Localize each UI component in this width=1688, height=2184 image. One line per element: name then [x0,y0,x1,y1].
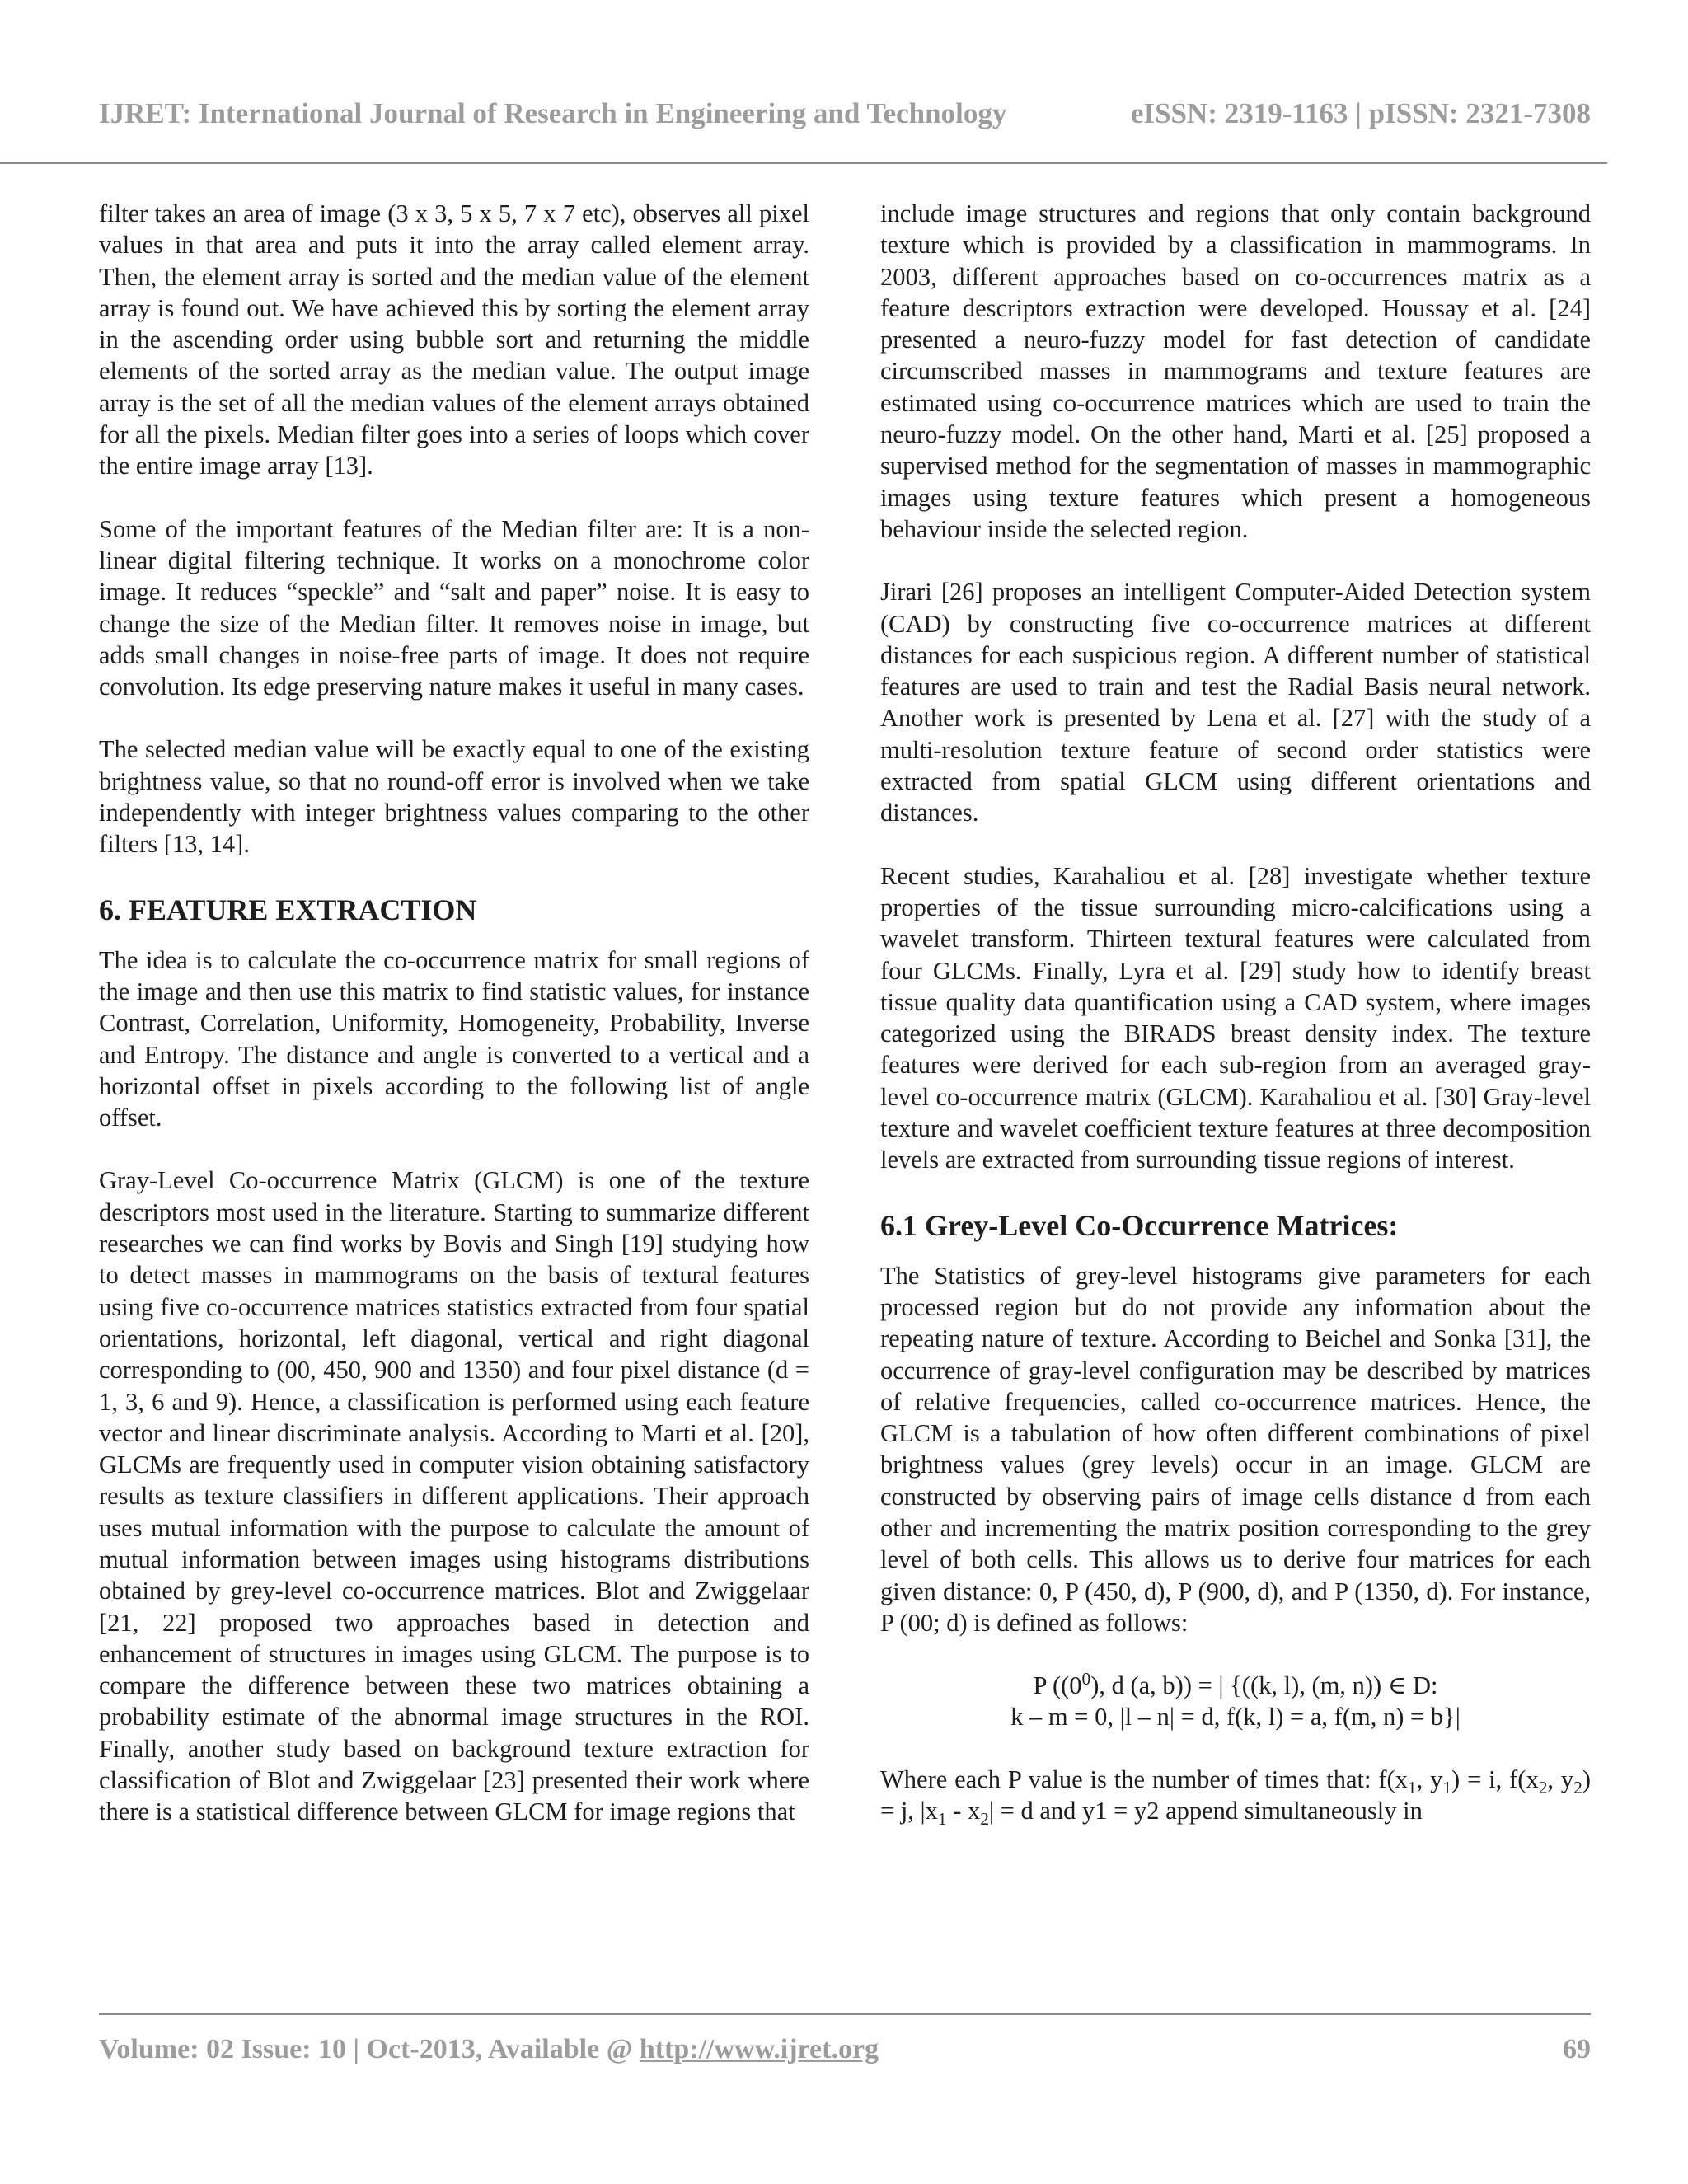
paragraph: The Statistics of grey-level histograms give parameters for each processed region but do not provide any information about the repeating nature of texture. According to Beichel and Sonka [31], the occurrence of gray-level configuration may be described by matrices of relative frequencies, called co-occurrence matrices. Hence, the GLCM is a tabulation of how often different combinations of pixel brightness values (grey levels) occur in an image. GLCM are constructed by observing pairs of image cells distance d from each other and incrementing the matrix position corresponding to the grey level of both cells. This allows us to derive four matrices for each given distance: 0, P (450, d), P (900, d), and P (1350, d). For instance, P (00; d) is defined as follows: [880,1261,1591,1637]
paragraph: The idea is to calculate the co-occurrence matrix for small regions of the image and then use this matrix to find statistic values, for instance Contrast, Correlation, Uniformity, Homogeneity, Probability, Inverse and Entropy. The distance and angle is converted to a vertical and a horizontal offset in pixels according to the following list of angle offset. [99,945,809,1132]
paragraph: Jirari [26] proposes an intelligent Computer-Aided Detection system (CAD) by constructing five co-occurrence matrices at different distances for each suspicious region. A different number of statistical features are used to train and test the Radial Basis neural network. Another work is presented by Lena et al. [27] with the study of a multi-resolution texture feature of second order statistics were extracted from spatial GLCM using different orientations and distances. [880,578,1591,827]
volume-info: Volume: 02 Issue: 10 | Oct-2013, Available @ http://www.ijret.org [99,2034,879,2064]
journal-title: IJRET: International Journal of Research in Engineering and Technology [99,97,1007,129]
paragraph: Gray-Level Co-occurrence Matrix (GLCM) is one of the texture descriptors most used in the literature. Starting to summarize different researches we can find works by Bovis and Singh [19] studying how to detect masses in mammograms on the basis of textural features using five co-occurrence matrices statistics extracted from four spatial orientations, horizontal, left diagonal, vertical and right diagonal corresponding to (00, 450, 900 and 1350) and four pixel distance (d = 1, 3, 6 and 9). Hence, a classification is performed using each feature vector and linear discriminate analysis. According to Marti et al. [20], GLCMs are frequently used in computer vision obtaining satisfactory results as texture classifiers in different applications. Their approach uses mutual information with the purpose to calculate the amount of mutual information between images using histograms distributions obtained by grey-level co-occurrence matrices. Blot and Zwiggelaar [21, 22] proposed two approaches based in detection and enhancement of structures in images using GLCM. The purpose is to compare the difference between these two matrices obtaining a probability estimate of the abnormal image structures in the ROI. Finally, another study based on background texture extraction for classification of Blot and Zwiggelaar [23] presented their work where there is a statistical difference between GLCM for image regions that [99,1166,809,1826]
running-footer [99,2034,1591,2065]
paragraph: Where each P value is the number of times that: $f(x_1$, $y_1) = i$, $f(x_2$, $y_2) = j$, $|x_1 - x_2| = d$ and y1 = y2 append simultaneously in [880,1765,1591,1830]
running-header [99,97,1591,130]
page-number: 69 [1563,2034,1591,2064]
footer-rule [99,2013,1591,2015]
paragraph: include image structures and regions that only contain background texture which is provided by a classification in mammograms. In 2003, different approaches based on co-occurrences matrix as a feature descriptors extraction were developed. Houssay et al. [24] presented a neuro-fuzzy model for fast detection of candidate circumscribed masses in mammograms and texture features are estimated using co-occurrence matrices which are used to train the neuro-fuzzy model. On the other hand, Marti et al. [25] proposed a supervised method for the segmentation of masses in mammographic images using texture features which present a homogeneous behaviour inside the selected region. [880,199,1591,543]
issn: eISSN: 2319-1163 | pISSN: 2321-7308 [1130,97,1591,129]
equation [880,1670,1591,1732]
subsection-heading: 6.1 Grey-Level Co-Occurrence Matrices: [880,1208,1399,1242]
header-rule [0,162,1607,164]
paragraph: The selected median value will be exactly equal to one of the existing brightness value, so that no round-off error is involved when we take independently with integer brightness values comparing to the other filters [13, 14]. [99,735,809,859]
equation-line-2: k – m = 0, |l – n| = d, f(k, l) = a, f(m, n) = b}| [1010,1703,1461,1732]
equation-line-1: P ($(0^0)$, d (a, b)) = | {((k, l), (m, n)) ∈ D: [1033,1669,1438,1700]
right-column [880,198,1591,1830]
left-column [99,198,809,1828]
paragraph: Recent studies, Karahaliou et al. [28] investigate whether texture properties of the tissue surrounding micro-calcifications using a wavelet transform. Thirteen textural features were calculated from four GLCMs. Finally, Lyra et al. [29] study how to identify breast tissue quality data quantification using a CAD system, where images categorized using the BIRADS breast density index. The texture features were derived for each sub-region from an averaged gray- level co-occurrence matrix (GLCM). Karahaliou et al. [30] Gray-level texture and wavelet coefficient texture features at three decomposition levels are extracted from surrounding tissue regions of interest. [880,861,1591,1174]
paragraph: Some of the important features of the Median filter are: It is a non-linear digital filtering technique. It works on a monochrome color image. It reduces “speckle” and “salt and paper” noise. It is easy to change the size of the Median filter. It removes noise in image, but adds small changes in noise-free parts of image. It does not require convolution. Its edge preserving nature makes it useful in many cases. [99,514,809,701]
section-heading: 6. FEATURE EXTRACTION [99,893,477,926]
journal-url-link[interactable]: http://www.ijret.org [639,2034,879,2064]
paragraph: filter takes an area of image (3 x 3, 5 x 5, 7 x 7 etc), observes all pixel values in that area and puts it into the array called element array. Then, the element array is sorted and the median value of the element array is found out. We have achieved this by sorting the element array in the ascending order using bubble sort and returning the middle elements of the sorted array as the median value. The output image array is the set of all the median values of the element arrays obtained for all the pixels. Median filter goes into a series of loops which cover the entire image array [13]. [99,199,809,480]
